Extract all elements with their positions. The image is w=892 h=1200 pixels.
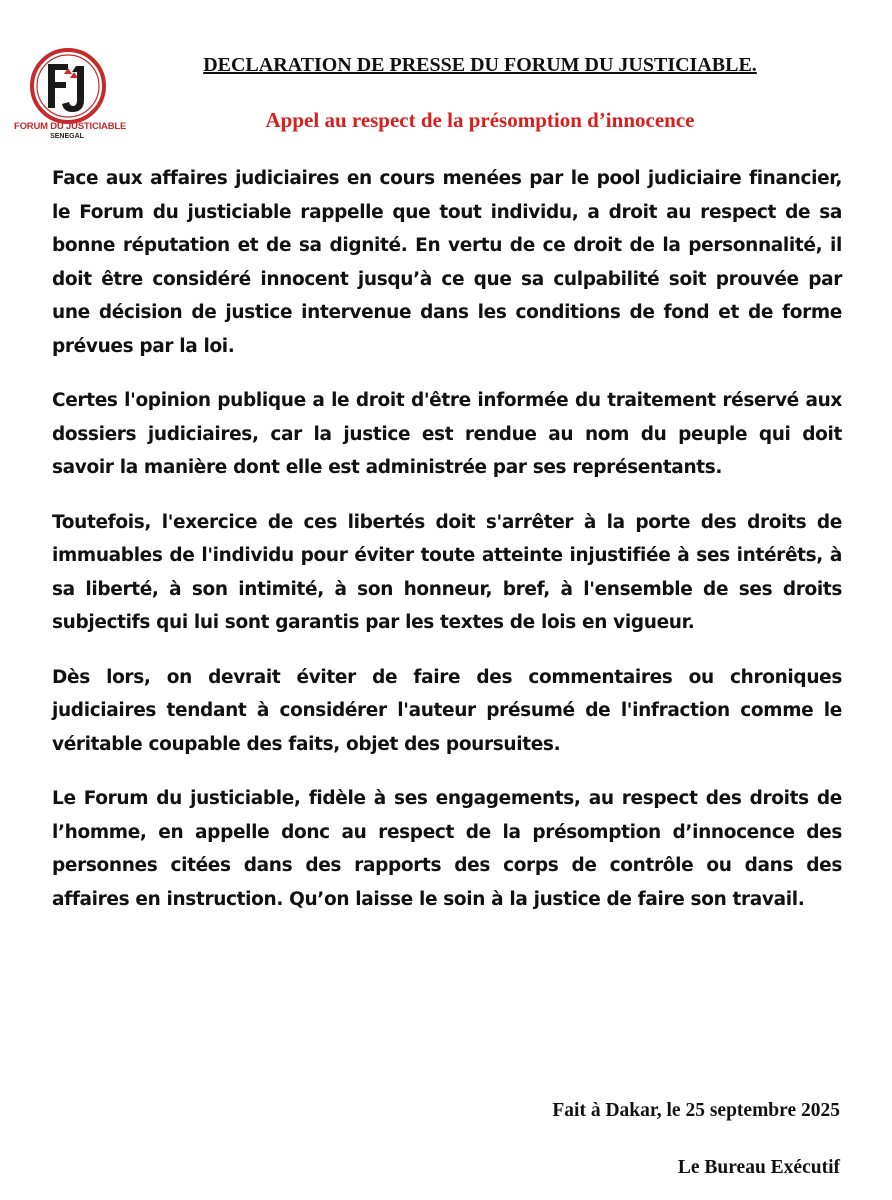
- logo-name: FORUM DU JUSTICIABLE: [14, 121, 127, 132]
- logo-country: SENEGAL: [50, 133, 84, 140]
- paragraph: Certes l'opinion publique a le droit d'être informée du traitement réservé aux dossiers judiciaires, car la justice est rendue au nom du peuple qui doit savoir la manière dont elle est administrée par ses représentants.: [52, 390, 842, 478]
- page-title: DECLARATION DE PRESSE DU FORUM DU JUSTICIABLE.: [203, 54, 757, 76]
- paragraph: Face aux affaires judiciaires en cours menées par le pool judiciaire financier, le Forum du justiciable rappelle que tout individu, a droit au respect de sa bonne réputation et de sa dignité. En vertu de ce droit de la personnalité, il doit être considéré innocent jusqu’à ce que sa culpabilité soit prouvée par une décision de justice intervenue dans les conditions de fond et de forme prévues par la loi.: [52, 168, 842, 357]
- declaration-body: [52, 162, 842, 937]
- paragraph: Le Forum du justiciable, fidèle à ses engagements, au respect des droits de l’homme, en appelle donc au respect de la présomption d’innocence des personnes citées dans des rapports des corps de contrôle ou dans des affaires en instruction. Qu’on laisse le soin à la justice de faire son travail.: [52, 788, 842, 910]
- signature: Le Bureau Exécutif: [677, 1157, 840, 1178]
- page-subtitle: Appel au respect de la présomption d’innocence: [265, 108, 695, 132]
- paragraph: Toutefois, l'exercice de ces libertés doit s'arrêter à la porte des droits de immuables de l'individu pour éviter toute atteinte injustifiée à ses intérêts, à sa liberté, à son intimité, à son honneur, bref, à l'ensemble de ses droits subjectifs qui lui sont garantis par les textes de lois en vigueur.: [52, 511, 842, 633]
- paragraph: Dès lors, on devrait éviter de faire des commentaires ou chroniques judiciaires tendant à considérer l'auteur présumé de l'infraction comme le véritable coupable des faits, objet des poursuites.: [52, 666, 842, 755]
- place-date: Fait à Dakar, le 25 septembre 2025: [552, 1100, 840, 1121]
